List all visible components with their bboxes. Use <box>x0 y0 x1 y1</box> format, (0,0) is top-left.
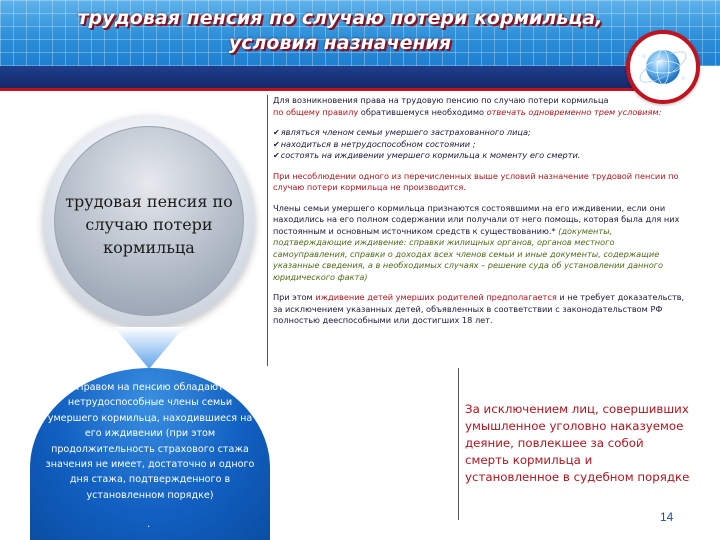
dependents-block <box>273 203 690 284</box>
children-lead: При этом <box>273 292 316 302</box>
conditions-panel <box>267 95 690 366</box>
non-compliance-note: При несоблюдении одного из перечисленных выше условий назначение трудовой пенсии по случаю потери кормильца не производится. <box>273 170 679 192</box>
condition-1 <box>273 127 690 139</box>
eligibility-text: Правом на пенсию обладают нетрудоспособные члены семьи умершего кормильца, находившиеся на его иждивении (при этом продолжительность страхового стажа значения не имеет, достаточно и одного дня стажа, подтвержденного в установленном порядке) <box>45 382 255 501</box>
condition-1-text: являться членом семьи умершего застрахованного лица; <box>280 127 531 137</box>
condition-3 <box>273 150 690 162</box>
condition-3-text: состоять на иждивении умершего кормильца к моменту его смерти. <box>280 150 581 160</box>
oval-dot: . <box>147 519 151 530</box>
condition-2 <box>273 139 690 151</box>
header-stripe <box>0 66 640 88</box>
checkmark-icon: ✔ <box>273 139 280 149</box>
three-conditions: отвечать одновременно трем условиям: <box>486 106 662 117</box>
general-rule: по общему правилу <box>273 106 359 117</box>
slide-title: трудовая пенсия по случаю потери кормильца, условия назначения <box>77 7 603 54</box>
exception-text: За исключением лиц, совершивших умышленное уголовно наказуемое деяние, повлекшее за собой смерть кормильца и установленное в судебном порядке <box>465 402 690 484</box>
intro-text-2: обратившемуся необходимо <box>358 106 487 117</box>
pointer-triangle <box>114 327 184 369</box>
condition-2-text: находиться в нетрудоспособном состоянии ; <box>280 138 476 149</box>
bubble-title: трудовая пенсия по случаю потери кормильца <box>65 192 233 257</box>
dependents-documents: (документы, подтверждающие иждивение: справки жилищных органов, органов местного самоуправления, справки о доходах всех членов семьи и иные документы, содержащие указанные сведения, а в необходимых случаях – решение суда об установлении данного юридического факта) <box>273 225 664 282</box>
checkmark-icon: ✔ <box>273 151 280 160</box>
children-rest: и не требует доказательств, за исключением указанных детей, объявленных в соответствии с законодательством РФ полностью дееспособными или достигших 18 лет. <box>273 292 685 325</box>
dependents-definition: Члены семьи умершего кормильца признаются состоявшими на его иждивении, если они находились на его полном содержании или получали от него помощь, которая была для них постоянным и основным источником средств к существованию.* <box>273 202 680 236</box>
intro-line-1 <box>273 95 690 107</box>
intro-text-1: Для возникновения права на трудовую пенсию по случаю потери кормильца <box>273 95 609 105</box>
checkmark-icon: ✔ <box>273 128 280 137</box>
page-number: 14 <box>660 510 674 524</box>
children-presumption: иждивение детей умерших родителей предполагается <box>315 292 557 302</box>
exception-panel <box>458 368 690 520</box>
children-block <box>273 292 690 327</box>
globe-badge <box>626 30 700 104</box>
intro-line-2 <box>273 107 690 119</box>
globe-icon <box>630 34 696 100</box>
